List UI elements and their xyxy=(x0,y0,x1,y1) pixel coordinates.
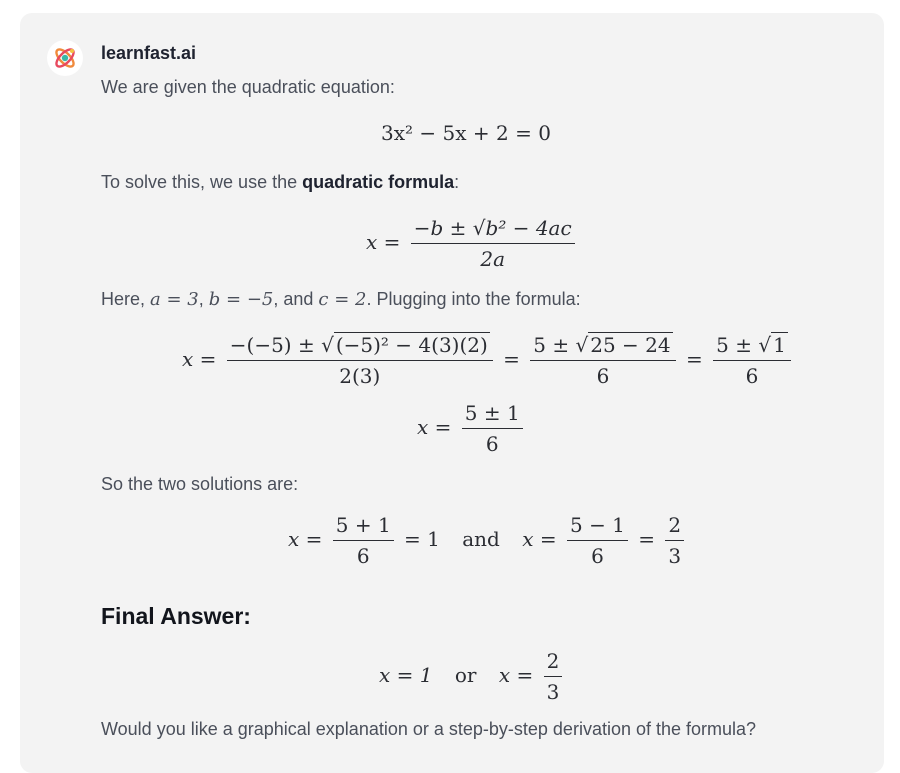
equation: 3x² − 5x + 2 = 0 xyxy=(381,121,551,145)
formula-numerator: −b ± √b² − 4ac xyxy=(411,216,575,244)
quadratic-formula: x = $\frac{\text{−b ± √b² − 4ac}}{2a}$ xyxy=(366,216,579,271)
formula-denominator: 2a xyxy=(480,247,506,271)
final-answer-heading: Final Answer: xyxy=(101,603,251,629)
brand-name: learnfast.ai xyxy=(101,43,197,63)
follow-up-question: Would you like a graphical explanation or a step-by-step derivation of the formula? xyxy=(101,719,757,739)
substitution-equation: x = $\frac{\text{−(−5) ± √ (−5)² − 4(3)(2)}}{2(3)}$ = $\frac{5 \pm √ 25 - 24}{6}$ = $\frac{5 \pm √ 1}{6}$ xyxy=(182,333,795,388)
assistant-message-card xyxy=(20,13,884,773)
avatar xyxy=(47,40,83,76)
final-answer-equation: x = 1 or x = $\frac{2}{3}$ xyxy=(379,649,566,704)
solutions-equation: x = $\frac{5 + 1}{6}$ = 1 and x = $\frac{5 - 1}{6}$ = $\frac{2}{3}$ xyxy=(288,513,688,568)
intro-text: We are given the quadratic equation: xyxy=(101,77,395,97)
atom-logo-icon xyxy=(51,44,79,72)
solutions-intro: So the two solutions are: xyxy=(101,474,299,494)
quadratic-formula-label: quadratic formula xyxy=(302,172,455,192)
simplified-equation: x = $\frac{5 \pm 1}{6}$ xyxy=(417,401,527,456)
formula-intro: To solve this, we use the quadratic formula: xyxy=(101,172,460,192)
coefficients-text: Here, a = 3, b = −5, and c = 2. Plugging into the formula: xyxy=(101,289,581,310)
